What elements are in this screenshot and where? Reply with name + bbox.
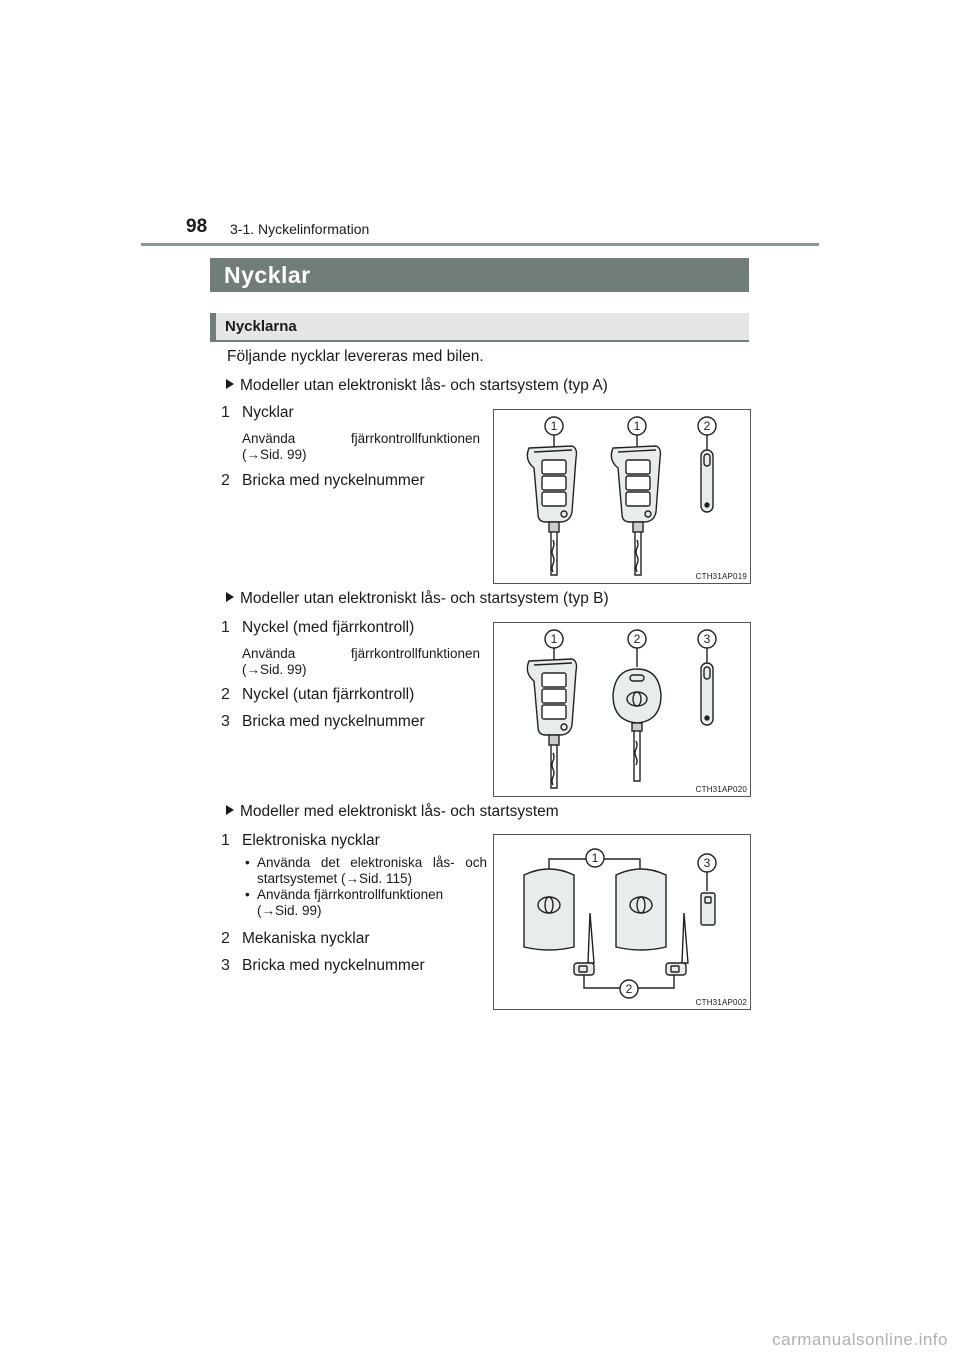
section-heading-c [226, 803, 559, 821]
item-label: Nyckel (utan fjärrkontroll) [242, 686, 415, 703]
bullet-item: • Använda det elektroniska lås- och startsystemet (→Sid. 115) [245, 855, 487, 887]
figure-electronic-keys [493, 834, 751, 1010]
desc-word: Använda [242, 431, 296, 446]
callout-label: 2 [633, 632, 641, 646]
callout-label: 2 [625, 982, 633, 996]
desc-line: (→Sid. 99) [242, 662, 307, 677]
callout-label: 1 [591, 851, 599, 865]
number-tag-icon [701, 893, 715, 925]
mechanical-key-icon [666, 913, 688, 975]
item-bullet-list [245, 855, 487, 919]
desc-line [242, 646, 480, 662]
subsection-accent [210, 313, 216, 340]
desc-word: Använda [242, 646, 296, 661]
triangle-bullet-icon [226, 805, 234, 815]
desc-word: fjärrkontrollfunktionen [350, 431, 480, 446]
desc-word: fjärrkontrollfunktionen [350, 646, 480, 661]
watermark-text: carmanualsonline.info [772, 1330, 948, 1349]
item-label: Mekaniska nycklar [242, 930, 370, 947]
number-tag-icon [701, 450, 713, 512]
item-label: Bricka med nyckelnummer [242, 713, 425, 730]
item-number: 2 [221, 472, 230, 489]
desc-line: (→Sid. 99) [242, 447, 307, 462]
subsection-title-bar [210, 313, 749, 342]
item-number: 3 [221, 713, 230, 730]
callout-label: 1 [550, 419, 558, 433]
section-heading-b [226, 590, 609, 608]
item-label: Nyckel (med fjärrkontroll) [242, 619, 415, 636]
section-heading-b-text: Modeller utan elektroniskt lås- och startsystem (typ B) [240, 590, 609, 607]
plain-key-icon [613, 669, 661, 781]
section-heading-a [226, 377, 608, 395]
item-label: Bricka med nyckelnummer [242, 957, 425, 974]
chapter-title: 3-1. Nyckelinformation [230, 221, 370, 237]
flip-key-icon [527, 446, 576, 575]
section-title-bar [210, 258, 749, 292]
figure-code: CTH31AP002 [695, 998, 747, 1007]
figure-keys-type-a [493, 409, 751, 584]
callout-label: 3 [703, 632, 711, 646]
flip-key-icon [611, 446, 660, 575]
electronic-keys-illustration [494, 835, 750, 1009]
figure-code: CTH31AP019 [695, 572, 747, 581]
header-rule [141, 243, 819, 246]
keys-type-a-illustration [494, 410, 750, 583]
item-label: Nycklar [242, 404, 294, 421]
page-number: 98 [186, 216, 208, 237]
smart-key-icon [524, 869, 574, 950]
intro-text: Följande nycklar levereras med bilen. [227, 348, 484, 365]
section-heading-c-text: Modeller med elektroniskt lås- och startsystem [240, 803, 559, 820]
section-heading-a-text: Modeller utan elektroniskt lås- och startsystem (typ A) [240, 377, 608, 394]
number-tag-icon [701, 663, 713, 725]
mechanical-key-icon [574, 913, 594, 975]
item-number: 3 [221, 957, 230, 974]
item-number: 2 [221, 930, 230, 947]
figure-keys-type-b [493, 622, 751, 797]
figure-code: CTH31AP020 [695, 785, 747, 794]
callout-label: 3 [703, 856, 711, 870]
smart-key-icon [616, 869, 666, 950]
item-number: 2 [221, 686, 230, 703]
desc-line [242, 431, 480, 447]
subsection-title: Nycklarna [225, 318, 297, 335]
callout-label: 1 [550, 632, 558, 646]
item-description [242, 431, 480, 463]
keys-type-b-illustration [494, 623, 750, 796]
item-label: Elektroniska nycklar [242, 832, 380, 849]
item-label: Bricka med nyckelnummer [242, 472, 425, 489]
item-number: 1 [221, 832, 230, 849]
callout-label: 1 [633, 419, 641, 433]
bullet-item: • Använda fjärrkontrollfunktionen (→Sid. 99) [245, 887, 487, 919]
section-title: Nycklar [224, 262, 311, 288]
item-description [242, 646, 480, 678]
flip-key-icon [527, 659, 576, 788]
triangle-bullet-icon [226, 592, 234, 602]
item-number: 1 [221, 404, 230, 421]
callout-label: 2 [703, 419, 711, 433]
triangle-bullet-icon [226, 379, 234, 389]
item-number: 1 [221, 619, 230, 636]
